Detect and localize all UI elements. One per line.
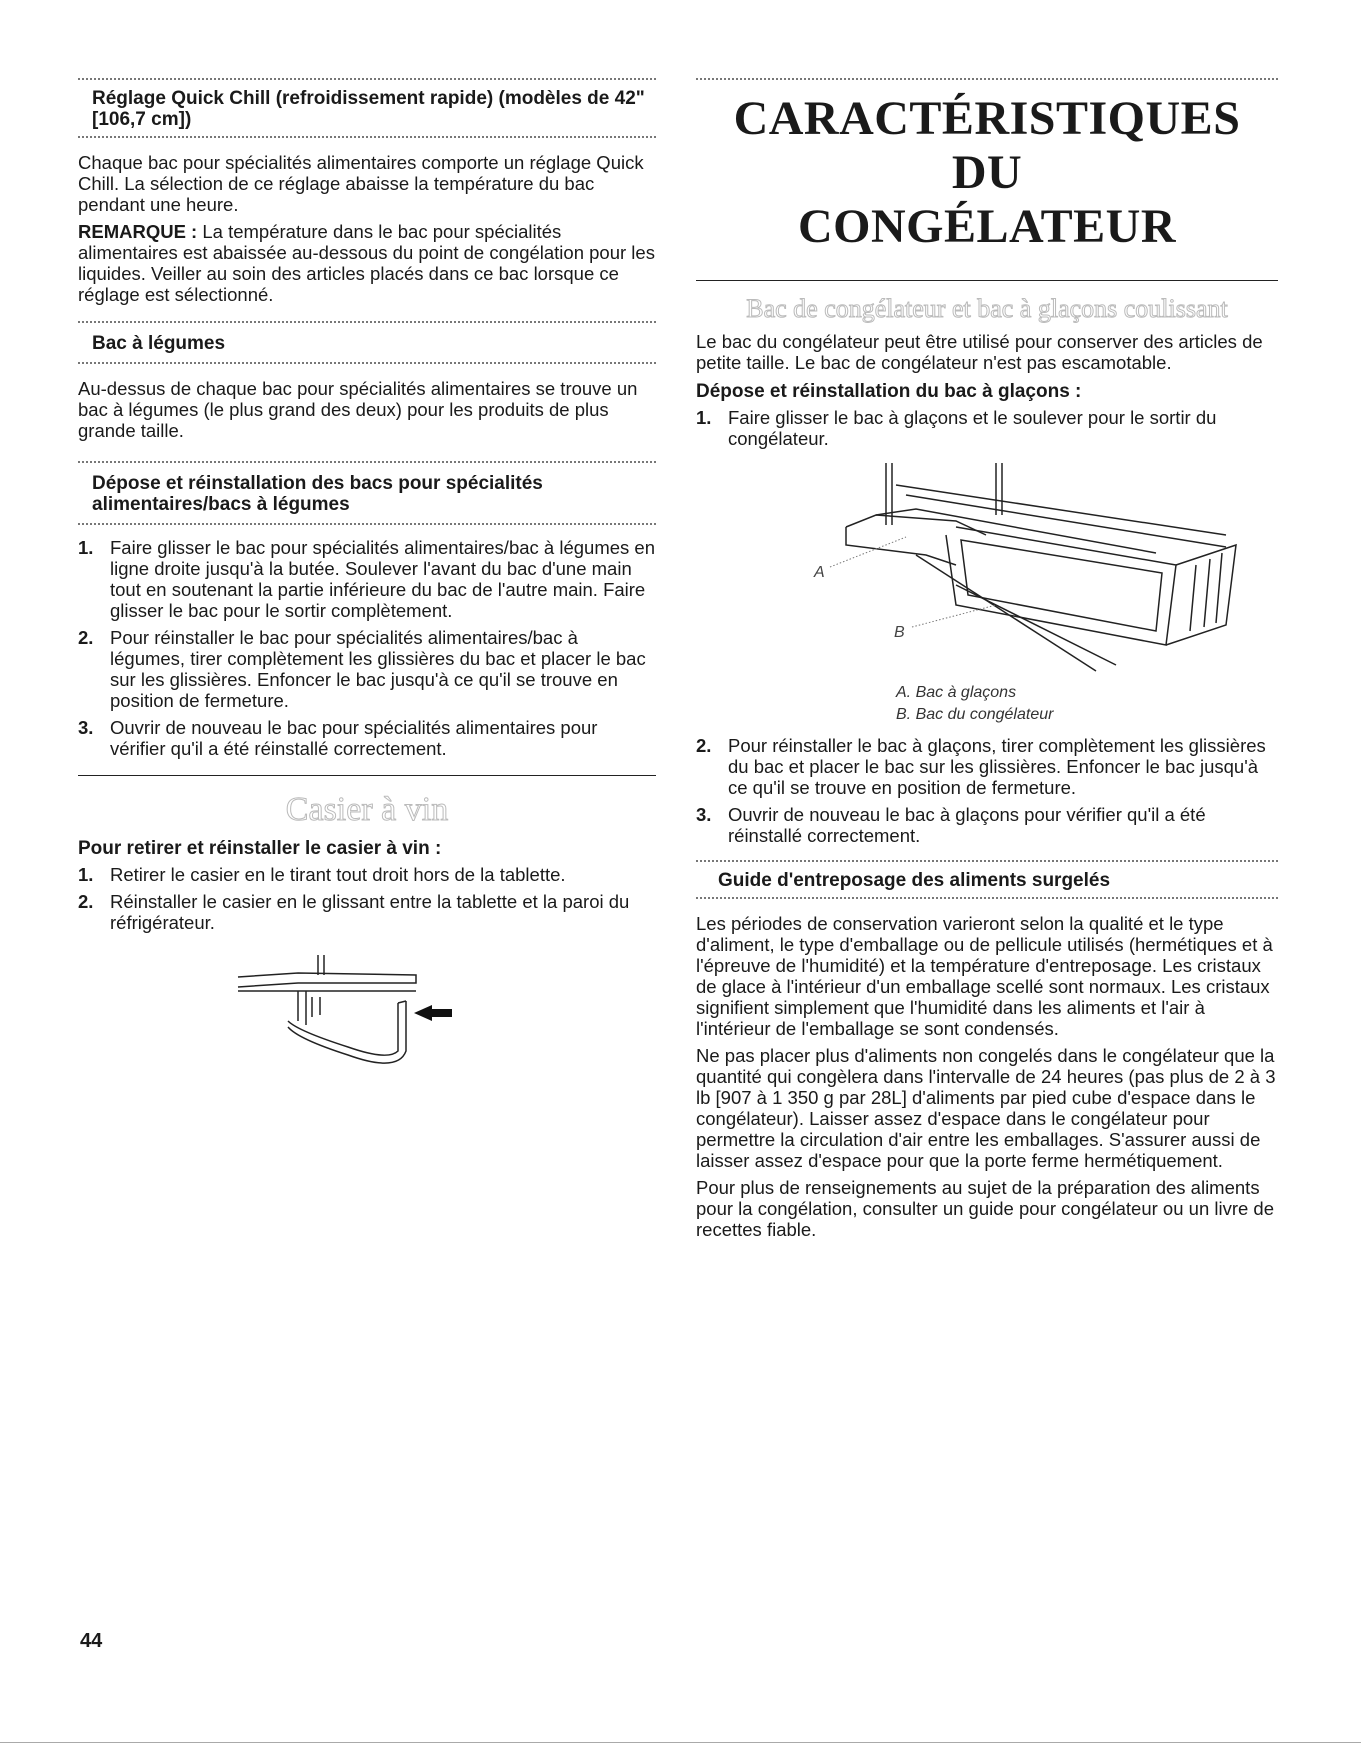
list-item <box>78 717 656 759</box>
step-text: Pour réinstaller le bac pour spécialités alimentaires/bac à légumes, tirer complètement les glissières du bac et placer le bac sur les glissières. Enfoncer le bac jusqu'à ce qu'il se trouve en position de fermeture. <box>110 627 646 711</box>
list-item <box>696 804 1278 846</box>
section-divider <box>78 523 656 525</box>
section-divider <box>696 897 1278 899</box>
right-column <box>696 78 1278 1246</box>
footer-rule <box>0 1742 1361 1743</box>
quick-chill-heading: Réglage Quick Chill (refroidissement rapide) (modèles de 42" [106,7 cm]) <box>92 88 645 130</box>
page-title-line-1: CARACTÉRISTIQUES DU <box>733 92 1241 199</box>
left-column <box>78 78 656 1081</box>
figure-caption-a: A. Bac à glaçons <box>896 684 1017 701</box>
list-item <box>78 864 656 885</box>
step-text: Réinstaller le casier en le glissant entre la tablette et la paroi du réfrigérateur. <box>110 891 630 933</box>
step-number: 2. <box>78 891 94 912</box>
ice-bin-steps-continued <box>696 735 1278 846</box>
step-number: 2. <box>696 735 712 756</box>
freezer-bin-title: Bac de congélateur et bac à glaçons coulissant <box>746 294 1228 323</box>
page-number: 44 <box>80 1630 103 1652</box>
step-number: 1. <box>696 407 712 428</box>
remove-bins-heading: Dépose et réinstallation des bacs pour spécialités alimentaires/bacs à légumes <box>92 473 543 515</box>
page-title-line-2: CONGÉLATEUR <box>798 200 1176 253</box>
wine-rack-title: Casier à vin <box>285 791 449 828</box>
vegetable-bin-paragraph: Au-dessus de chaque bac pour spécialités alimentaires se trouve un bac à légumes (le plus grand des deux) pour les produits de plus grande taille. <box>78 378 638 441</box>
storage-guide-paragraph: Pour plus de renseignements au sujet de la préparation des aliments pour la congélation, consulter un guide pour congélateur ou un livre de recettes fiable. <box>696 1177 1275 1240</box>
quick-chill-note <box>78 221 656 305</box>
figure-label-a: A <box>814 564 825 581</box>
storage-guide-paragraph: Ne pas placer plus d'aliments non congelés dans le congélateur que la quantité qui congèlera dans l'intervalle de 24 heures (pas plus de 2 à 3 lb [907 à 1 350 g par 28L] d'aliments par pied cube d'espace dans le congélateur). Laisser assez d'espace dans le congélateur pour permettre la circulation d'air entre les emballages. S'assurer aussi de laisser assez d'espace pour que la porte ferme hermétiquement. <box>696 1045 1276 1171</box>
freezer-bin-paragraph: Le bac du congélateur peut être utilisé pour conserver des articles de petite taille. Le bac de congélateur n'est pas escamotable. <box>696 331 1263 373</box>
list-item <box>696 735 1278 798</box>
section-divider <box>78 362 656 364</box>
remove-bins-steps <box>78 537 656 759</box>
list-item <box>78 891 656 933</box>
step-number: 3. <box>78 717 94 738</box>
wine-rack-steps <box>78 864 656 933</box>
page-title <box>696 92 1278 254</box>
step-text: Retirer le casier en le tirant tout droit hors de la tablette. <box>110 864 566 885</box>
section-divider <box>78 136 656 138</box>
freezer-bin-illustration <box>756 455 1278 685</box>
quick-chill-paragraph: Chaque bac pour spécialités alimentaires comporte un réglage Quick Chill. La sélection de ce réglage abaisse la température du bac pendant une heure. <box>78 152 644 215</box>
step-number: 1. <box>78 537 94 558</box>
step-number: 3. <box>696 804 712 825</box>
storage-guide-heading: Guide d'entreposage des aliments surgelés <box>718 870 1111 891</box>
note-label: REMARQUE : <box>78 221 198 242</box>
ice-bin-steps <box>696 407 1278 449</box>
storage-guide-paragraph: Les périodes de conservation varieront selon la qualité et le type d'aliment, le type d'emballage ou de pellicule utilisés (hermétiques et à l'épreuve de l'humidité) et la température d'entreposage. Les cristaux de glace à l'intérieur d'un emballage scellé sont normaux. Les cristaux signifient simplement que l'humidité dans les aliments et l'air à l'intérieur de l'emballage se sont condensés. <box>696 913 1273 1039</box>
wine-rack-subheading: Pour retirer et réinstaller le casier à vin : <box>78 838 442 859</box>
list-item <box>696 407 1278 449</box>
step-text: Ouvrir de nouveau le bac pour spécialités alimentaires pour vérifier qu'il a été réinstallé correctement. <box>110 717 598 759</box>
list-item <box>78 537 656 621</box>
section-rule <box>78 775 656 776</box>
figure-caption-b: B. Bac du congélateur <box>896 706 1054 723</box>
list-item <box>78 627 656 711</box>
figure-label-b: B <box>894 624 905 641</box>
note-text: La température dans le bac pour spécialités alimentaires est abaissée au-dessous du point de congélation pour les liquides. Veiller au soin des articles placés dans ce bac lorsque ce réglage est sélectionné. <box>78 221 655 305</box>
step-text: Faire glisser le bac pour spécialités alimentaires/bac à légumes en ligne droite jusqu'à la butée. Soulever l'avant du bac d'une main tout en soutenant la partie inférieure du bac de l'autre main. Faire glisser le bac pour le sortir complètement. <box>110 537 655 621</box>
step-number: 2. <box>78 627 94 648</box>
step-text: Faire glisser le bac à glaçons et le soulever pour le sortir du congélateur. <box>728 407 1217 449</box>
ice-bin-subheading: Dépose et réinstallation du bac à glaçons : <box>696 381 1082 402</box>
step-text: Pour réinstaller le bac à glaçons, tirer complètement les glissières du bac et placer le bac sur les glissières. Enfoncer le bac jusqu'à ce qu'il se trouve en position de fermeture. <box>728 735 1266 798</box>
wine-rack-illustration <box>228 951 656 1081</box>
step-text: Ouvrir de nouveau le bac à glaçons pour vérifier qu'il a été réinstallé correctement. <box>728 804 1206 846</box>
section-rule <box>696 280 1278 281</box>
section-divider <box>696 78 1278 80</box>
step-number: 1. <box>78 864 94 885</box>
vegetable-bin-heading: Bac à légumes <box>92 333 226 354</box>
